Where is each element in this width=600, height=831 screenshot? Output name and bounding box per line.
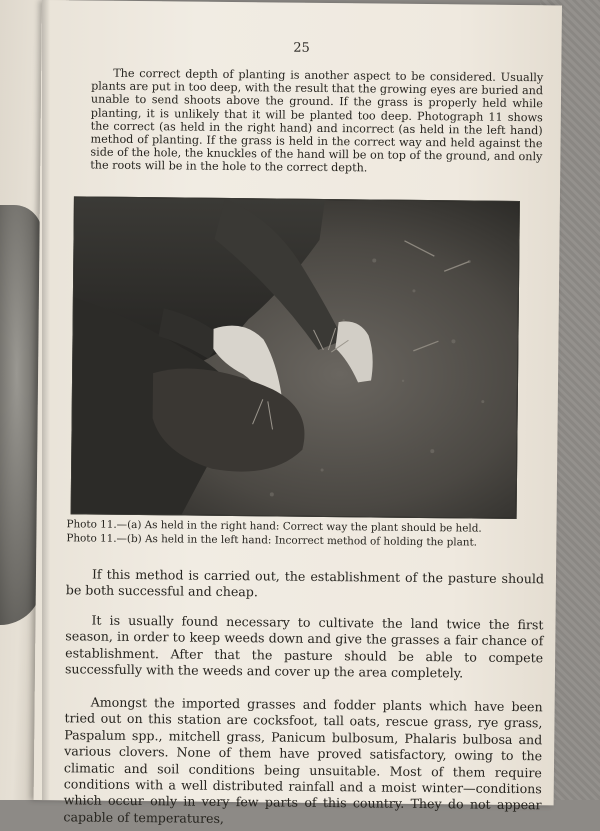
photo-caption-b: Photo 11.—(b) As held in the left hand: Incorrect method of holding the plant. xyxy=(66,532,478,549)
page-number: 25 xyxy=(293,40,310,56)
photo-11-image xyxy=(72,197,519,518)
photo-11 xyxy=(71,196,520,519)
paragraph-planting-depth: The correct depth of planting is another aspect to be considered. Usually plants are put in too deep, with the result that the growing eyes are buried and unable to send shoots above the ground. If the grass is properly held while planting, it is unlikely that it will be planted too deep. Photograph 11 shows the correct (as held in the right hand) and incorrect (as held in the left hand) method of planting. If the grass is held in the correct way and held against the side of the hole, the knuckles of the hand will be on top of the ground, and only the roots will be in the hole to the correct depth. xyxy=(90,66,544,175)
photo-caption-a: Photo 11.—(a) As held in the right hand: Correct way the plant should be held. xyxy=(66,518,482,535)
document-page xyxy=(34,0,562,826)
paragraph-imported-grasses: Amongst the imported grasses and fodder plants which have been tried out on this station are cocksfoot, tall oats, rescue grass, rye grass, Paspalum spp., mitchell grass, Panicum bulbosum, Phalaris bulbosa and various clovers. None of them have proved satisfactory, owing to the climatic and soil conditions being unsuitable. Most of them require conditions with a well distributed rainfall and a moist winter—conditions which occur only in very few parts of this country. They do not appear capable of temperatures, xyxy=(63,694,543,826)
page-gutter-shadow xyxy=(42,0,50,800)
paragraph-cultivation: It is usually found necessary to cultivate the land twice the first season, in order to keep weeds down and give the grasses a fair chance of establishment. After that the pasture should be able to compete successfully with the weeds and cover up the area completely. xyxy=(64,612,544,681)
paragraph-method-outcome: If this method is carried out, the establishment of the pasture should be both successful and cheap. xyxy=(65,566,545,600)
